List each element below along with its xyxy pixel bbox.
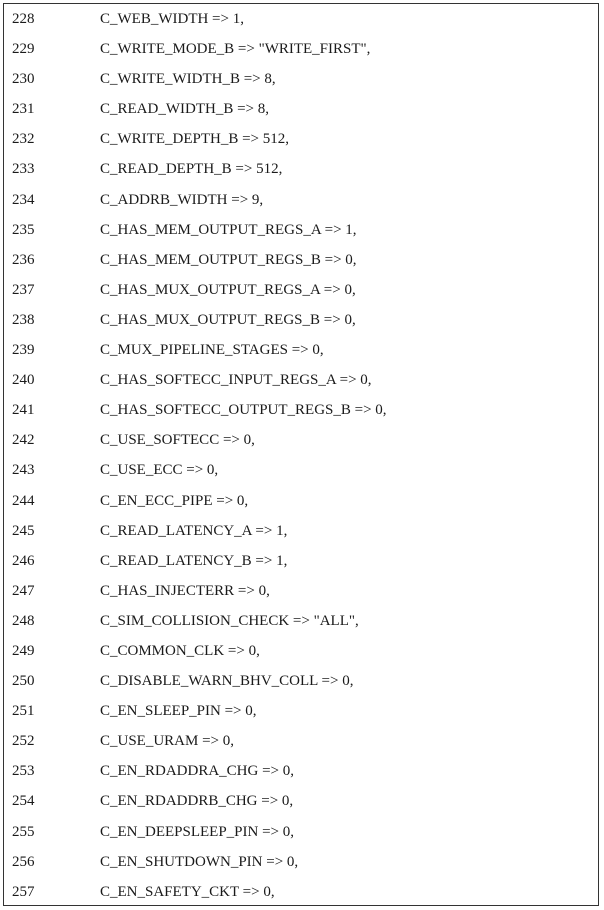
- code-line: [4, 877, 598, 907]
- line-code: C_HAS_INJECTERR => 0,: [100, 582, 270, 599]
- line-code: C_EN_SHUTDOWN_PIN => 0,: [100, 853, 299, 870]
- code-line: [4, 425, 598, 455]
- code-line: [4, 726, 598, 756]
- line-number: 238: [12, 311, 35, 328]
- code-line: [4, 817, 598, 847]
- line-number: 250: [12, 673, 35, 690]
- code-line: [4, 756, 598, 786]
- line-code: C_EN_ECC_PIPE => 0,: [100, 492, 249, 509]
- line-code: C_EN_SAFETY_CKT => 0,: [100, 883, 275, 900]
- code-line: [4, 305, 598, 335]
- line-number: 249: [12, 642, 35, 659]
- line-number: 241: [12, 402, 35, 419]
- line-code: C_HAS_SOFTECC_OUTPUT_REGS_B => 0,: [100, 402, 387, 419]
- line-number: 237: [12, 281, 35, 298]
- line-number: 247: [12, 582, 35, 599]
- line-number: 242: [12, 432, 35, 449]
- line-code: C_USE_ECC => 0,: [100, 462, 219, 479]
- code-line: [4, 365, 598, 395]
- line-number: 257: [12, 883, 35, 900]
- code-line: [4, 335, 598, 365]
- line-number: 254: [12, 793, 35, 810]
- line-code: C_READ_LATENCY_B => 1,: [100, 552, 288, 569]
- line-code: C_HAS_MEM_OUTPUT_REGS_B => 0,: [100, 251, 357, 268]
- line-code: C_USE_SOFTECC => 0,: [100, 432, 255, 449]
- line-code: C_HAS_MUX_OUTPUT_REGS_B => 0,: [100, 311, 356, 328]
- line-number: 236: [12, 251, 35, 268]
- line-number: 231: [12, 101, 35, 118]
- line-code: C_MUX_PIPELINE_STAGES => 0,: [100, 342, 324, 359]
- line-code: C_EN_RDADDRA_CHG => 0,: [100, 763, 295, 780]
- code-line: [4, 455, 598, 485]
- line-number: 248: [12, 612, 35, 629]
- line-code: C_USE_URAM => 0,: [100, 733, 235, 750]
- line-number: 234: [12, 191, 35, 208]
- code-line: [4, 4, 598, 34]
- code-line: [4, 154, 598, 184]
- line-number: 256: [12, 853, 35, 870]
- line-code: C_EN_SLEEP_PIN => 0,: [100, 703, 257, 720]
- line-code: C_SIM_COLLISION_CHECK => "ALL",: [100, 612, 359, 629]
- line-number: 232: [12, 131, 35, 148]
- line-number: 243: [12, 462, 35, 479]
- code-line: [4, 185, 598, 215]
- code-line: [4, 576, 598, 606]
- code-line: [4, 395, 598, 425]
- code-line: [4, 786, 598, 816]
- line-code: C_HAS_MEM_OUTPUT_REGS_A => 1,: [100, 221, 357, 238]
- code-line: [4, 94, 598, 124]
- line-number: 246: [12, 552, 35, 569]
- code-line: [4, 275, 598, 305]
- code-line: [4, 606, 598, 636]
- code-line: [4, 636, 598, 666]
- code-line: [4, 486, 598, 516]
- code-line: [4, 847, 598, 877]
- line-number: 253: [12, 763, 35, 780]
- line-code: C_DISABLE_WARN_BHV_COLL => 0,: [100, 673, 354, 690]
- line-number: 230: [12, 71, 35, 88]
- line-code: C_HAS_MUX_OUTPUT_REGS_A => 0,: [100, 281, 356, 298]
- line-number: 239: [12, 342, 35, 359]
- line-code: C_READ_DEPTH_B => 512,: [100, 161, 283, 178]
- code-line: [4, 666, 598, 696]
- line-number: 244: [12, 492, 35, 509]
- code-line: [4, 696, 598, 726]
- line-code: C_WRITE_DEPTH_B => 512,: [100, 131, 289, 148]
- line-number: 245: [12, 522, 35, 539]
- code-line: [4, 124, 598, 154]
- line-number: 252: [12, 733, 35, 750]
- line-code: C_HAS_SOFTECC_INPUT_REGS_A => 0,: [100, 372, 372, 389]
- line-number: 235: [12, 221, 35, 238]
- line-number: 255: [12, 823, 35, 840]
- line-number: 251: [12, 703, 35, 720]
- line-code: C_WEB_WIDTH => 1,: [100, 11, 244, 27]
- code-line: [4, 546, 598, 576]
- line-number: 228: [12, 11, 35, 27]
- code-line: [4, 215, 598, 245]
- line-number: 240: [12, 372, 35, 389]
- line-code: C_EN_RDADDRB_CHG => 0,: [100, 793, 294, 810]
- line-code: C_WRITE_MODE_B => "WRITE_FIRST",: [100, 41, 371, 58]
- line-number: 229: [12, 41, 35, 58]
- line-code: C_READ_WIDTH_B => 8,: [100, 101, 269, 118]
- line-code: C_READ_LATENCY_A => 1,: [100, 522, 288, 539]
- line-code: C_COMMON_CLK => 0,: [100, 642, 260, 659]
- code-line: [4, 245, 598, 275]
- line-number: 233: [12, 161, 35, 178]
- code-line: [4, 34, 598, 64]
- line-code: C_EN_DEEPSLEEP_PIN => 0,: [100, 823, 295, 840]
- code-listing: [4, 4, 598, 907]
- code-listing-frame: [3, 3, 599, 906]
- line-code: C_ADDRB_WIDTH => 9,: [100, 191, 264, 208]
- line-code: C_WRITE_WIDTH_B => 8,: [100, 71, 276, 88]
- code-line: [4, 64, 598, 94]
- code-line: [4, 516, 598, 546]
